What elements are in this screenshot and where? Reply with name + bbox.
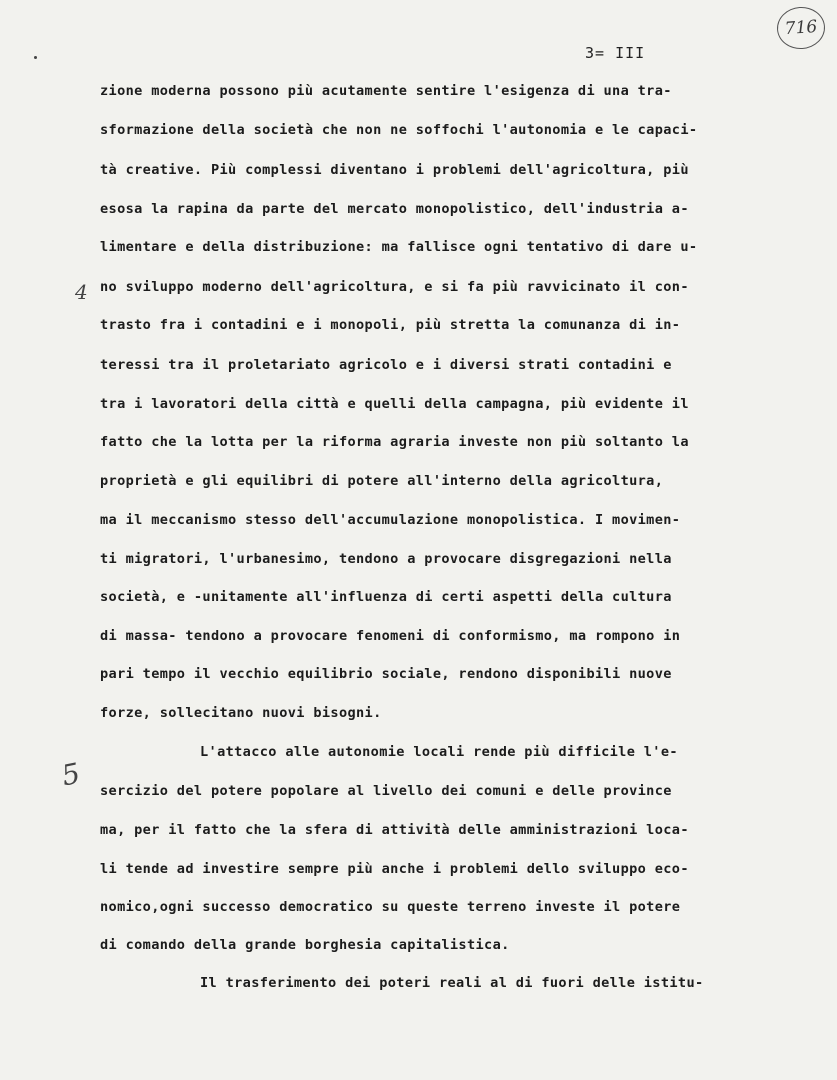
margin-note-4: 4 xyxy=(75,280,88,304)
text-line: sercizio del potere popolare al livello dei comuni e delle province xyxy=(100,783,672,799)
text-line: ma il meccanismo stesso dell'accumulazione monopolistica. I movimen- xyxy=(100,512,681,528)
margin-note-5: 5 xyxy=(58,756,84,793)
page-number: 3= III xyxy=(585,44,646,62)
text-line: no sviluppo moderno dell'agricoltura, e si fa più ravvicinato il con- xyxy=(100,279,689,295)
text-line: limentare e della distribuzione: ma fallisce ogni tentativo di dare u- xyxy=(100,239,698,255)
text-line: società, e -unitamente all'influenza di certi aspetti della cultura xyxy=(100,589,672,605)
text-line: zione moderna possono più acutamente sentire l'esigenza di una tra- xyxy=(100,83,672,99)
text-line: teressi tra il proletariato agricolo e i diversi strati contadini e xyxy=(100,357,672,373)
text-line: pari tempo il vecchio equilibrio sociale, rendono disponibili nuove xyxy=(100,666,672,682)
text-line: nomico,ogni successo democratico su queste terreno investe il potere xyxy=(100,899,681,915)
text-line: fatto che la lotta per la riforma agraria investe non più soltanto la xyxy=(100,434,689,450)
text-line: li tende ad investire sempre più anche i problemi dello sviluppo eco- xyxy=(100,861,689,877)
text-line: Il trasferimento dei poteri reali al di fuori delle istitu- xyxy=(200,975,704,991)
text-line: di comando della grande borghesia capitalistica. xyxy=(100,937,510,953)
text-line: di massa- tendono a provocare fenomeni di conformismo, ma rompono in xyxy=(100,628,681,644)
text-line: ma, per il fatto che la sfera di attività delle amministrazioni loca- xyxy=(100,822,689,838)
text-line: trasto fra i contadini e i monopoli, più stretta la comunanza di in- xyxy=(100,317,681,333)
text-line: ti migratori, l'urbanesimo, tendono a provocare disgregazioni nella xyxy=(100,551,672,567)
ink-speck xyxy=(34,56,37,59)
text-line: tra i lavoratori della città e quelli della campagna, più evidente il xyxy=(100,396,689,412)
text-line: proprietà e gli equilibri di potere all'interno della agricoltura, xyxy=(100,473,664,489)
text-line: tà creative. Più complessi diventano i problemi dell'agricoltura, più xyxy=(100,162,689,178)
text-line: L'attacco alle autonomie locali rende più difficile l'e- xyxy=(200,744,678,760)
archive-number-stamp: 716 xyxy=(776,5,827,50)
text-line: esosa la rapina da parte del mercato monopolistico, dell'industria a- xyxy=(100,201,689,217)
text-line: forze, sollecitano nuovi bisogni. xyxy=(100,705,382,721)
text-line: sformazione della società che non ne soffochi l'autonomia e le capaci- xyxy=(100,122,698,138)
